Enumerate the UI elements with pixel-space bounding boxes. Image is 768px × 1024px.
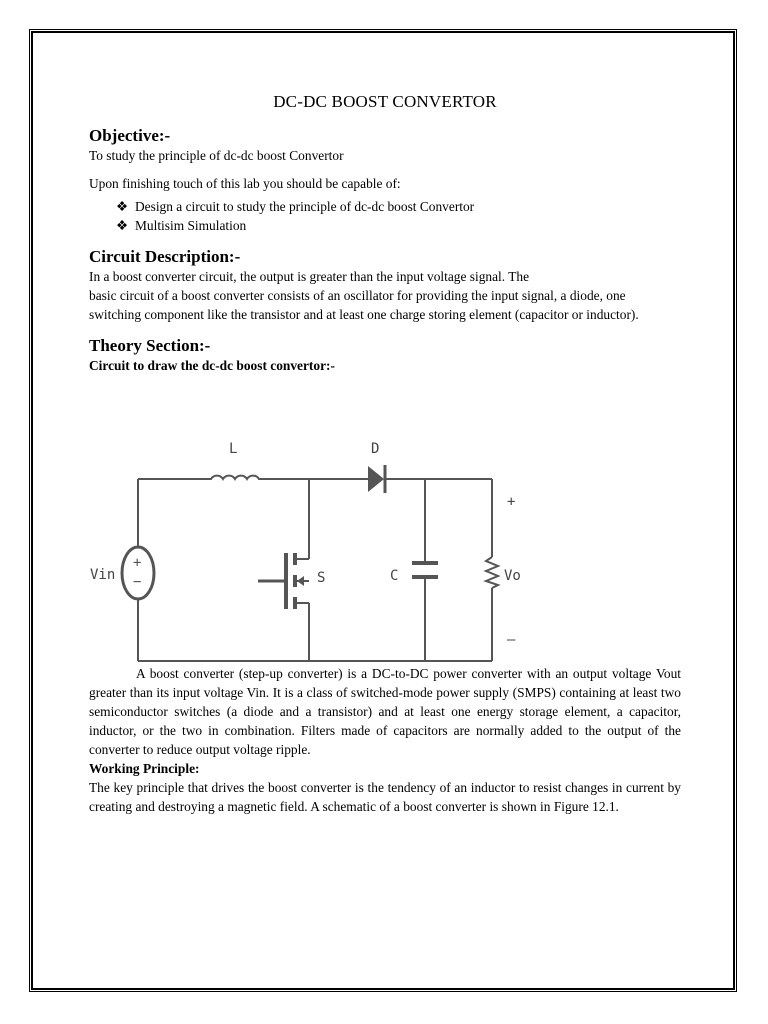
svg-text:−: − (133, 574, 142, 590)
voltage-source-symbol (122, 547, 154, 599)
theory-paragraph: A boost converter (step-up converter) is a DC-to-DC power converter with an output voltage Vout greater than its input voltage Vin. It is a class of switched-mode power supply (SMPS) containing at least two semiconductor switches (a diode and a transistor) and at least one energy storage element, a capacitor, inductor, or the two in combination. Filters made of capacitors are normally added to the output of the converter to reduce output voltage ripple. (89, 666, 681, 757)
objective-text: To study the principle of dc-dc boost Convertor (89, 148, 344, 163)
output-plus-label: + (507, 494, 516, 510)
diode-label: D (371, 441, 380, 457)
objective-intro: Upon finishing touch of this lab you should be capable of: (89, 176, 401, 191)
output-minus-label: – (507, 632, 516, 648)
svg-text:+: + (133, 555, 142, 571)
objective-bullet: ❖ Design a circuit to study the principle of dc-dc boost Convertor (116, 199, 475, 214)
capacitor-symbol (412, 563, 438, 577)
output-label: Vo (504, 568, 521, 584)
capacitor-label: C (390, 568, 399, 584)
inductor-label: L (229, 441, 238, 457)
circuit-description-line: In a boost converter circuit, the output is greater than the input voltage signal. The (89, 269, 530, 284)
objective-heading: Objective:- (89, 126, 171, 145)
source-label: Vin (90, 567, 116, 583)
circuit-description-heading: Circuit Description:- (89, 247, 241, 266)
diamond-bullet-icon: ❖ (116, 199, 129, 214)
objective-bullet-list (89, 197, 681, 235)
boost-converter-schematic (88, 435, 538, 670)
working-principle-heading: Working Principle: (89, 761, 200, 776)
circuit-description-text: basic circuit of a boost converter consists of an oscillator for providing the input signal, a diode, one switching component like the transistor and at least one charge storing element (capacitor or inductor). (89, 288, 639, 322)
switch-label: S (317, 570, 326, 586)
diode-symbol (368, 465, 385, 493)
working-principle-text: The key principle that drives the boost converter is the tendency of an inductor to resist changes in current by creating and destroying a magnetic field. A schematic of a boost converter is shown in Figure 12.1. (89, 780, 681, 814)
theory-subheading: Circuit to draw the dc-dc boost convertor:- (89, 358, 335, 373)
diamond-bullet-icon: ❖ (116, 218, 129, 233)
theory-heading: Theory Section:- (89, 336, 211, 355)
inductor-symbol (206, 476, 263, 479)
objective-bullet: ❖ Multisim Simulation (116, 218, 247, 233)
load-resistor-symbol (486, 557, 498, 588)
document-title: DC-DC BOOST CONVERTOR (273, 92, 497, 111)
mosfet-switch-symbol (258, 553, 304, 609)
